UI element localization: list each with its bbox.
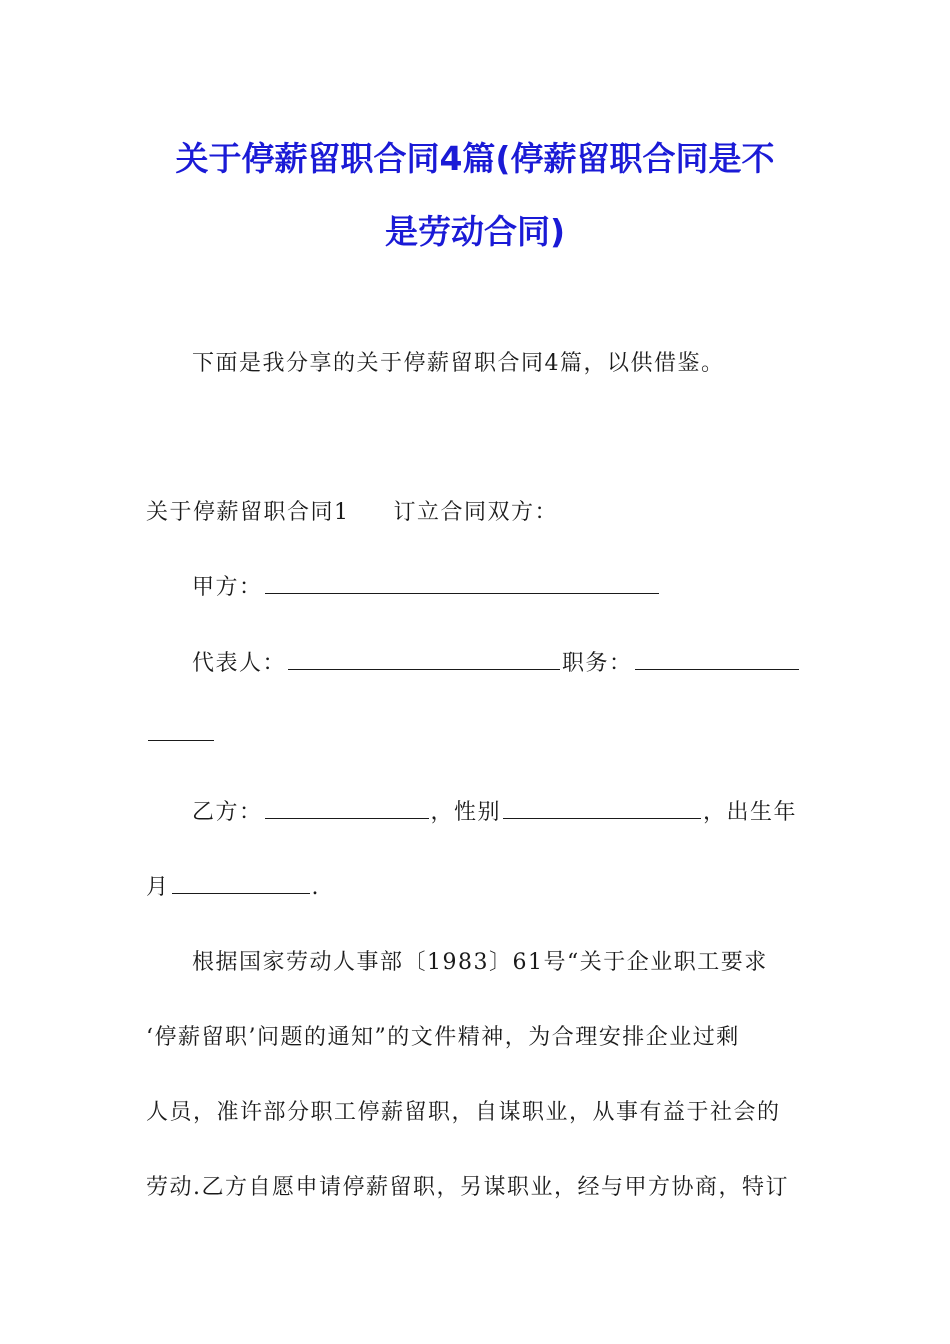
party-b-row bbox=[192, 795, 797, 826]
party-a-row bbox=[192, 570, 661, 601]
birth-month-label: 月 bbox=[146, 875, 170, 900]
gender-field bbox=[503, 804, 701, 819]
representative-row bbox=[192, 646, 801, 677]
position-field-continued bbox=[148, 726, 214, 741]
birth-label: ，出生年 bbox=[703, 800, 798, 825]
body-line-2: ‘停薪留职’问题的通知”的文件精神，为合理安排企业过剩 bbox=[146, 1025, 740, 1050]
birth-end-mark: . bbox=[311, 875, 321, 900]
representative-label: 代表人： bbox=[192, 651, 287, 676]
representative-field bbox=[288, 655, 560, 670]
birth-row bbox=[146, 870, 320, 901]
party-a-label: 甲方： bbox=[192, 575, 263, 600]
intro-paragraph: 下面是我分享的关于停薪留职合同4篇，以供借鉴。 bbox=[192, 351, 725, 376]
party-a-field bbox=[265, 579, 659, 594]
contract-parties-label: 订立合同双方： bbox=[393, 500, 559, 525]
birth-field bbox=[172, 879, 310, 894]
body-line-1: 根据国家劳动人事部〔1983〕61号“关于企业职工要求 bbox=[192, 950, 768, 975]
gender-label: ，性别 bbox=[430, 800, 502, 825]
body-line-3: 人员，准许部分职工停薪留职，自谋职业，从事有益于社会的 bbox=[146, 1100, 781, 1125]
party-b-field bbox=[265, 804, 429, 819]
document-title-line-2: 是劳动合同) bbox=[384, 212, 566, 251]
position-continuation-row bbox=[146, 722, 216, 747]
body-line-4: 劳动.乙方自愿申请停薪留职，另谋职业，经与甲方协商，特订 bbox=[146, 1175, 789, 1200]
position-label: 职务： bbox=[562, 651, 633, 676]
document-title-line-1: 关于停薪留职合同4篇(停薪留职合同是不 bbox=[175, 139, 775, 178]
section-heading-row bbox=[146, 495, 558, 526]
position-field bbox=[635, 655, 799, 670]
party-b-label: 乙方： bbox=[192, 800, 263, 825]
section-heading: 关于停薪留职合同1 bbox=[146, 500, 350, 525]
